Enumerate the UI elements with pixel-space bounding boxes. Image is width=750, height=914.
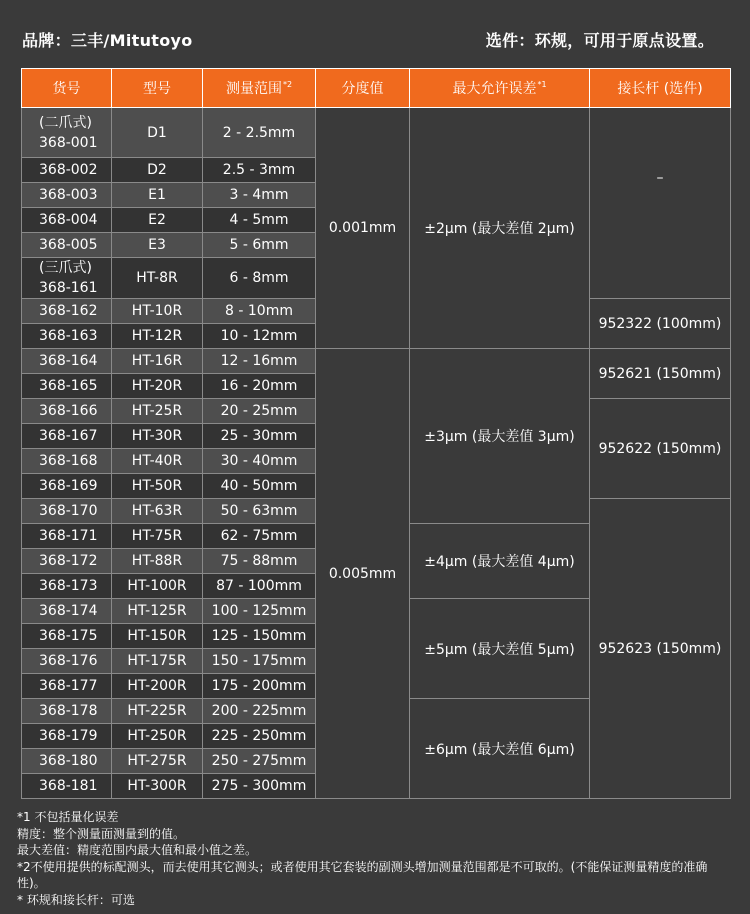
model-cell: HT-125R xyxy=(112,599,203,624)
max-error-cell: ±3μm (最大差值 3μm) xyxy=(410,349,590,524)
model-cell: D1 xyxy=(112,108,203,158)
table-row xyxy=(22,108,731,158)
item-number-cell: 368-164 xyxy=(22,349,112,374)
item-number-cell: 368-170 xyxy=(22,499,112,524)
type-prefix: (三爪式) xyxy=(39,260,92,276)
range-cell: 10 - 12mm xyxy=(203,324,316,349)
item-number-cell: 368-163 xyxy=(22,324,112,349)
item-number-cell: 368-165 xyxy=(22,374,112,399)
range-cell: 75 - 88mm xyxy=(203,549,316,574)
model-cell: HT-40R xyxy=(112,449,203,474)
range-footnote-mark: *2 xyxy=(282,80,293,90)
item-number-cell: 368-173 xyxy=(22,574,112,599)
range-cell: 40 - 50mm xyxy=(203,474,316,499)
range-cell: 62 - 75mm xyxy=(203,524,316,549)
model-cell: E2 xyxy=(112,208,203,233)
range-cell: 20 - 25mm xyxy=(203,399,316,424)
item-number-cell: 368-167 xyxy=(22,424,112,449)
model-cell: HT-100R xyxy=(112,574,203,599)
item-number-cell: 368-168 xyxy=(22,449,112,474)
model-cell: HT-250R xyxy=(112,724,203,749)
range-cell: 275 - 300mm xyxy=(203,774,316,799)
range-cell: 8 - 10mm xyxy=(203,299,316,324)
range-cell: 200 - 225mm xyxy=(203,699,316,724)
range-cell: 250 - 275mm xyxy=(203,749,316,774)
model-cell: HT-25R xyxy=(112,399,203,424)
model-cell: E1 xyxy=(112,183,203,208)
extension-cell: – xyxy=(590,108,731,299)
item-number-cell: 368-162 xyxy=(22,299,112,324)
range-cell: 6 - 8mm xyxy=(203,258,316,299)
table-row xyxy=(22,349,731,374)
item-number-cell: 368-171 xyxy=(22,524,112,549)
range-cell: 150 - 175mm xyxy=(203,649,316,674)
range-cell: 2.5 - 3mm xyxy=(203,158,316,183)
brand-label: 品牌：三丰/Mitutoyo xyxy=(22,31,193,50)
range-cell: 175 - 200mm xyxy=(203,674,316,699)
range-cell: 100 - 125mm xyxy=(203,599,316,624)
extension-cell: 952622 (150mm) xyxy=(590,399,731,499)
item-number-cell: 368-180 xyxy=(22,749,112,774)
item-number-cell: 368-179 xyxy=(22,724,112,749)
max-error-cell: ±2μm (最大差值 2μm) xyxy=(410,108,590,349)
item-number-cell: (二爪式) 368-001 xyxy=(22,108,112,158)
range-cell: 50 - 63mm xyxy=(203,499,316,524)
model-cell: HT-8R xyxy=(112,258,203,299)
item-number-cell: 368-005 xyxy=(22,233,112,258)
range-cell: 4 - 5mm xyxy=(203,208,316,233)
model-cell: HT-30R xyxy=(112,424,203,449)
model-cell: HT-50R xyxy=(112,474,203,499)
footnote-1: *1 不包括量化误差 xyxy=(17,810,119,824)
model-cell: HT-300R xyxy=(112,774,203,799)
max-error-cell: ±5μm (最大差值 5μm) xyxy=(410,599,590,699)
model-cell: HT-63R xyxy=(112,499,203,524)
table-header-row xyxy=(22,69,731,108)
max-error-cell: ±4μm (最大差值 4μm) xyxy=(410,524,590,599)
footnote-optional: * 环规和接长杆：可选 xyxy=(17,892,135,907)
col-header-resolution: 分度值 xyxy=(316,69,410,108)
range-cell: 5 - 6mm xyxy=(203,233,316,258)
range-cell: 30 - 40mm xyxy=(203,449,316,474)
page-header xyxy=(22,28,728,54)
model-cell: E3 xyxy=(112,233,203,258)
range-cell: 2 - 2.5mm xyxy=(203,108,316,158)
resolution-cell: 0.001mm xyxy=(316,108,410,349)
max-error-cell: ±6μm (最大差值 6μm) xyxy=(410,699,590,799)
footnote-max-difference: 最大差值：精度范围内最大值和最小值之差。 xyxy=(17,843,258,857)
range-cell: 3 - 4mm xyxy=(203,183,316,208)
footnotes xyxy=(17,809,733,908)
model-cell: HT-12R xyxy=(112,324,203,349)
model-cell: HT-88R xyxy=(112,549,203,574)
col-header-model: 型号 xyxy=(112,69,203,108)
extension-cell: 952623 (150mm) xyxy=(590,499,731,799)
model-cell: HT-200R xyxy=(112,674,203,699)
extension-cell: 952621 (150mm) xyxy=(590,349,731,399)
model-cell: HT-16R xyxy=(112,349,203,374)
item-number-cell: 368-181 xyxy=(22,774,112,799)
model-cell: HT-175R xyxy=(112,649,203,674)
model-cell: HT-10R xyxy=(112,299,203,324)
item-number-cell: 368-169 xyxy=(22,474,112,499)
model-cell: HT-20R xyxy=(112,374,203,399)
footnote-2: *2不使用提供的标配测头，而去使用其它测头；或者使用其它套装的副测头增加测量范围都是不可取的。(不能保证测量精度的准确性)。 xyxy=(17,859,708,890)
range-cell: 87 - 100mm xyxy=(203,574,316,599)
options-label: 选件：环规，可用于原点设置。 xyxy=(485,31,714,50)
model-cell: HT-225R xyxy=(112,699,203,724)
item-number-cell: 368-004 xyxy=(22,208,112,233)
item-number-cell: 368-003 xyxy=(22,183,112,208)
model-cell: HT-275R xyxy=(112,749,203,774)
item-number-cell: 368-166 xyxy=(22,399,112,424)
col-header-item: 货号 xyxy=(22,69,112,108)
col-header-max-error: 最大允许误差$^{*1}$ xyxy=(410,69,590,108)
range-cell: 12 - 16mm xyxy=(203,349,316,374)
extension-cell: 952322 (100mm) xyxy=(590,299,731,349)
item-number-cell: 368-172 xyxy=(22,549,112,574)
item-number-cell: 368-178 xyxy=(22,699,112,724)
item-number-cell: (三爪式) 368-161 xyxy=(22,258,112,299)
item-number-cell: 368-174 xyxy=(22,599,112,624)
range-cell: 25 - 30mm xyxy=(203,424,316,449)
item-number-cell: 368-175 xyxy=(22,624,112,649)
item-number-cell: 368-002 xyxy=(22,158,112,183)
spec-table xyxy=(21,68,731,799)
col-header-extension: 接长杆 (选件) xyxy=(590,69,731,108)
model-cell: HT-75R xyxy=(112,524,203,549)
resolution-cell: 0.005mm xyxy=(316,349,410,799)
model-cell: HT-150R xyxy=(112,624,203,649)
item-number-cell: 368-176 xyxy=(22,649,112,674)
type-prefix: (二爪式) xyxy=(39,114,92,131)
range-cell: 16 - 20mm xyxy=(203,374,316,399)
item-number-cell: 368-177 xyxy=(22,674,112,699)
col-header-range: 测量范围$^{*2}$ xyxy=(203,69,316,108)
range-cell: 225 - 250mm xyxy=(203,724,316,749)
footnote-accuracy: 精度：整个测量面测量到的值。 xyxy=(17,826,186,841)
range-cell: 125 - 150mm xyxy=(203,624,316,649)
error-footnote-mark: *1 xyxy=(537,80,547,90)
model-cell: D2 xyxy=(112,158,203,183)
